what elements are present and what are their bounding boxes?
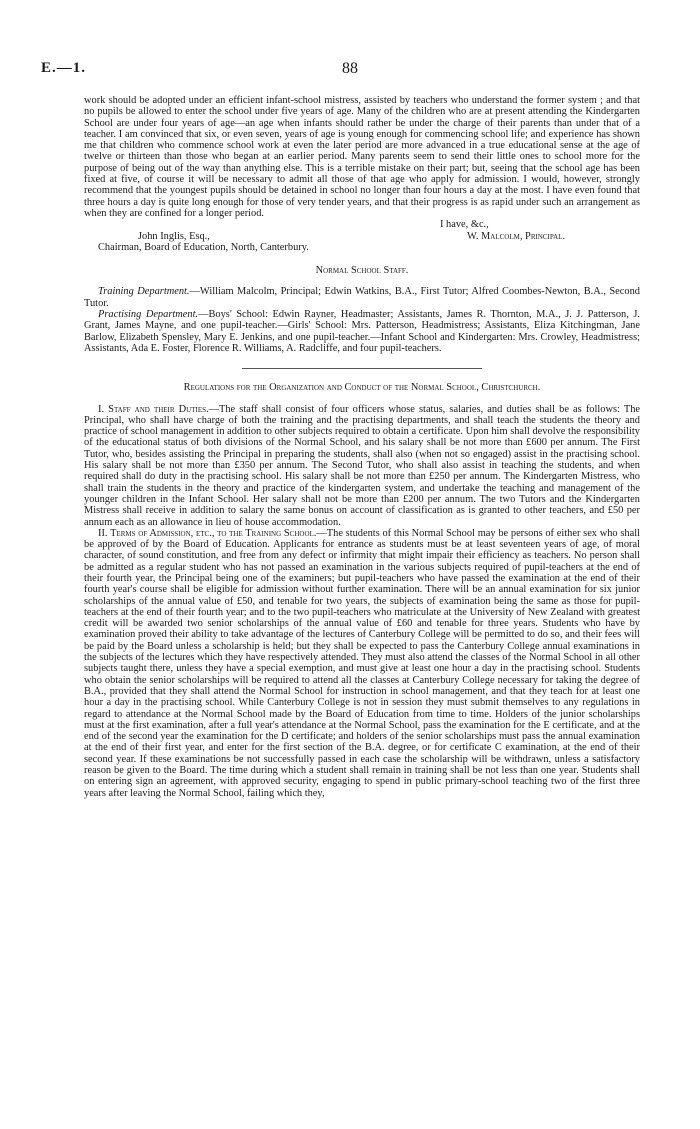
section-2-heading: II. Terms of Admission, etc., to the Training School. xyxy=(98,527,317,539)
page-header xyxy=(41,60,659,82)
report-reference: E.—1. xyxy=(41,60,87,76)
training-department-text: —William Malcolm, Principal; Edwin Watkins, B.A., First Tutor; Alfred Coombes-Newton, B.A., Second Tutor. xyxy=(84,286,640,309)
letter-addressee: John Inglis, Esq., xyxy=(138,230,210,242)
letter-addressee-title: Chairman, Board of Education, North, Canterbury. xyxy=(98,241,309,253)
training-department-label: Training Department. xyxy=(98,286,190,298)
section-1-heading: I. Staff and their Duties. xyxy=(98,403,209,415)
letter-closing-row xyxy=(84,219,640,230)
practising-department-label: Practising Department. xyxy=(98,309,199,321)
letter-closing: I have, &c., xyxy=(440,219,489,231)
section-divider xyxy=(242,368,482,369)
regulations-heading: Regulations for the Organization and Conduct of the Normal School, Christchurch. xyxy=(183,382,541,394)
practising-department-text: —Boys' School: Edwin Rayner, Headmaster; Assistants, James R. Thornton, M.A., J. J. Patterson, J. Grant, James Mayne, and one pupil-teacher.—Girls' School: Mrs. Patterson, Headmistress; Assistants, Eliza Kitchingman, Jane Barlow, Elizabeth Spensley, Mary E. Jenkins, and one pupil-teacher.—Infant School and Kindergarten: Mrs. Crowley, Headmistress; Assistants, Ada E. Foster, Florence R. Williams, A. Radcliffe, and four pupil-teachers. xyxy=(84,309,641,354)
letter-body: work should be adopted under an efficient infant-school mistress, assisted by teachers who understand the former system ; and that no pupils be allowed to enter the school under five years of age. Many of the children who are at present attending the Kindergarten School are under four years of age—an age when infants should rather be under the charge of their parents than under that of a teacher. I am convinced that six, or even seven, years of age is young enough for commencing school life; and experience has shown me that children who commence school work at even the later period are more advanced in a true educational sense at the age of twelve or thirteen than those who began at an earlier period. Many parents seem to send their little ones to school more for the purpose of being out of the way than anything else. This is a terrible mistake on their part; but, seeing that the school age has been fixed at five, of course it will be necessary to admit all those of that age who apply for admission. I would, however, strongly recommend that the youngest pupils should be detained in school no longer than four hours a day at the most. I have even found that three hours a day is quite long enough for those of very tender years, and that their progress is as rapid under such an arrangement as when they are confined for a longer period. xyxy=(84,95,640,219)
section-2-paragraph xyxy=(84,528,640,799)
training-department-paragraph xyxy=(84,286,640,309)
letter-signature-row xyxy=(84,231,640,242)
letter-addressee-title-row xyxy=(84,242,640,253)
section-1-text: —The staff shall consist of four officers whose status, salaries, and duties shall be as follows: The Principal, who shall have charge of both the training and the practising departments, and shall teach the students the theory and practice of school management in addition to other subjects required to obtain a certificate. Upon him shall devolve the responsibility of the educational status of both divisions of the Normal School, and his salary shall be not more than £600 per annum. The First Tutor, who, besides assisting the Principal in preparing the students, shall also (when not so engaged) assist in the practising school. His salary shall be not more than £350 per annum. The Second Tutor, who shall also assist in teaching the students, and when required shall do duty in the practising school. His salary shall be not more than £250 per annum. The Kindergarten Mistress, who shall train the students in the theory and practice of the kindergarten system, and undertake the teaching and management of the younger children in the Infant School. Her salary shall not be more than £200 per annum. The two Tutors and the Kindergarten Mistress shall receive in addition to salary the same bonus on account of classification as is granted to other teachers, and £50 per annum each as an allowance in lieu of house accommodation. xyxy=(84,403,640,528)
practising-department-paragraph xyxy=(84,309,640,354)
letter-signatory: W. Malcolm, Principal. xyxy=(467,230,566,242)
section-1-paragraph xyxy=(84,404,640,528)
page-number: 88 xyxy=(342,60,358,77)
section-2-text: —The students of this Normal School may be persons of either sex who shall be approved of by the Board of Education. Applicants for entrance as students must be at least seventeen years of age, of moral character, of sound constitution, and free from any defect or infirmity that might impair their efficiency as teachers. No person shall be admitted as a regular student who has not passed an examination in the various subjects required of pupil-teachers at the end of their fourth year, the Principal being one of the examiners; but pupil-teachers who have passed the examination at the end of their fourth year's course shall be eligible for admission without further examination. There will be an annual examination for six junior scholarships of the annual value of £50, and tenable for two years, the subjects of examination being the same as those for pupil-teachers at the end of their fourth year; and to the two pupil-teachers who matriculate at the University of New Zealand with greatest credit will be awarded two senior scholarships of the annual value of £60 and tenable for three years. Students who have by examination proved their ability to take advantage of the lectures of Canterbury College will be permitted to do so, and their fees will be paid by the Board unless a scholarship is held; but they shall be expected to pass the Canterbury College annual examinations in the subjects of the lectures which they have respectively attended. They must also attend the classes of the Normal School in all other subjects taught there, unless they have a special exemption, and must give at least one hour a day in the practising school. Students who obtain the senior scholarships will be required to attend all the classes at Canterbury College necessary for taking the degree of B.A., provided that they shall attend the Normal School for instruction in school management, and that they teach for at least one hour a day in the practising school. While Canterbury College is not in session they must submit themselves to any regulations in regard to attendance at the Normal School made by the Board of Education from time to time. Holders of the junior scholarships must at the first examination, after a full year's attendance at the Normal School, pass the examination for the E certificate, and at the end of the second year the examination for the D certificate; and holders of the senior scholarships must pass the annual examination at the end of their first year, and enter for the first section of the B.A. degree, or for certificate C examination, at the end of their second year. If these examinations be not successfully passed in each case the scholarship will be withdrawn, unless a satisfactory reason be given to the Board. The time during which a student shall remain in training shall be not less than one year. Students shall on entering sign an agreement, with approved security, engaging to spend in public primary-school teaching two of the first three years after leaving the Normal School, failing which they, xyxy=(84,527,640,799)
staff-heading: Normal School Staff. xyxy=(315,265,409,277)
page-body xyxy=(84,95,640,799)
